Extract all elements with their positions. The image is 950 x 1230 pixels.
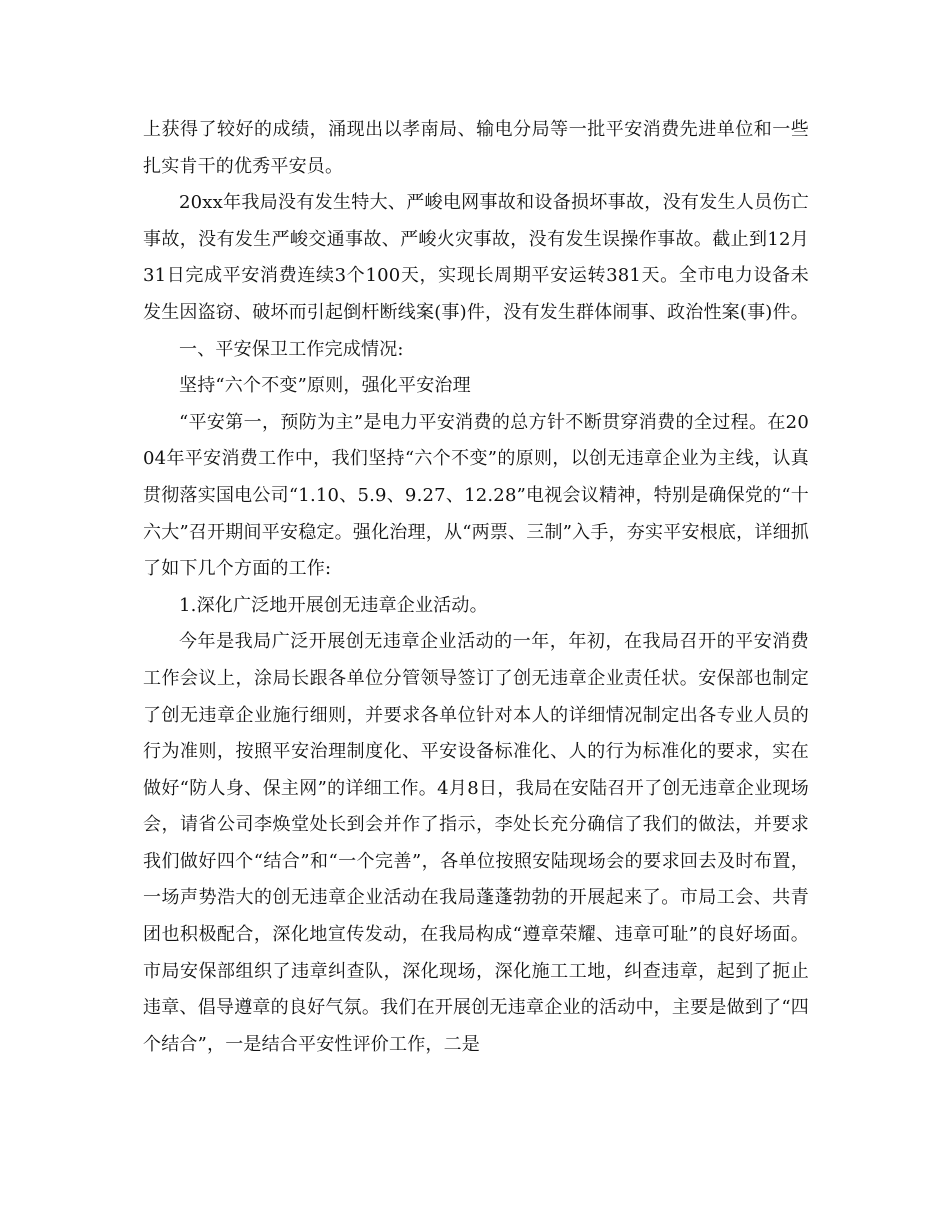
subsection-heading: 坚持“六个不变”原则，强化平安治理 — [179, 375, 471, 397]
paragraph-2: 20xx年我局没有发生特大、严峻电网事故和设备损坏事故，没有发生人员伤亡事故，没有发生严峻交通事故、严峻火灾事故，没有发生误操作事故。截止到12月31日完成平安消费连续3个100天，实现长周期平安运转381天。全市电力设备未发生因盗窃、破坏而引起倒杆断线案(事)件，没有发生群体闹事、政治性案(事)件。 — [143, 192, 809, 323]
document-body — [143, 112, 809, 1063]
paragraph-1: 上获得了较好的成绩，涌现出以孝南局、输电分局等一批平安消费先进单位和一些扎实肯干的优秀平安员。 — [143, 119, 809, 177]
paragraph-4: 今年是我局广泛开展创无违章企业活动的一年，年初，在我局召开的平安消费工作会议上，涂局长跟各单位分管领导签订了创无违章企业责任状。安保部也制定了创无违章企业施行细则，并要求各单位针对本人的详细情况制定出各专业人员的行为准则，按照平安治理制度化、平安设备标准化、人的行为标准化的要求，实在做好“防人身、保主网”的详细工作。4月8日，我局在安陆召开了创无违章企业现场会，请省公司李焕堂处长到会并作了指示，李处长充分确信了我们的做法，并要求我们做好四个“结合”和“一个完善”，各单位按照安陆现场会的要求回去及时布置，一场声势浩大的创无违章企业活动在我局蓬蓬勃勃的开展起来了。市局工会、共青团也积极配合，深化地宣传发动，在我局构成“遵章荣耀、违章可耻”的良好场面。市局安保部组织了违章纠查队，深化现场，深化施工工地，纠查违章，起到了扼止违章、倡导遵章的良好气氛。我们在开展创无违章企业的活动中，主要是做到了“四个结合”，一是结合平安性评价工作，二是 — [143, 631, 809, 1055]
section-heading-1: 一、平安保卫工作完成情况: — [179, 338, 404, 360]
paragraph-3: “平安第一，预防为主”是电力平安消费的总方针不断贯穿消费的全过程。在2004年平安消费工作中，我们坚持“六个不变”的原则，以创无违章企业为主线，认真贯彻落实国电公司“1.10、5.9、9.27、12.28”电视会议精神，特别是确保党的“十六大”召开期间平安稳定。强化治理，从“两票、三制”入手，夯实平安根底，详细抓了如下几个方面的工作: — [143, 411, 809, 580]
list-item-heading-1: 1.深化广泛地开展创无违章企业活动。 — [179, 594, 488, 616]
